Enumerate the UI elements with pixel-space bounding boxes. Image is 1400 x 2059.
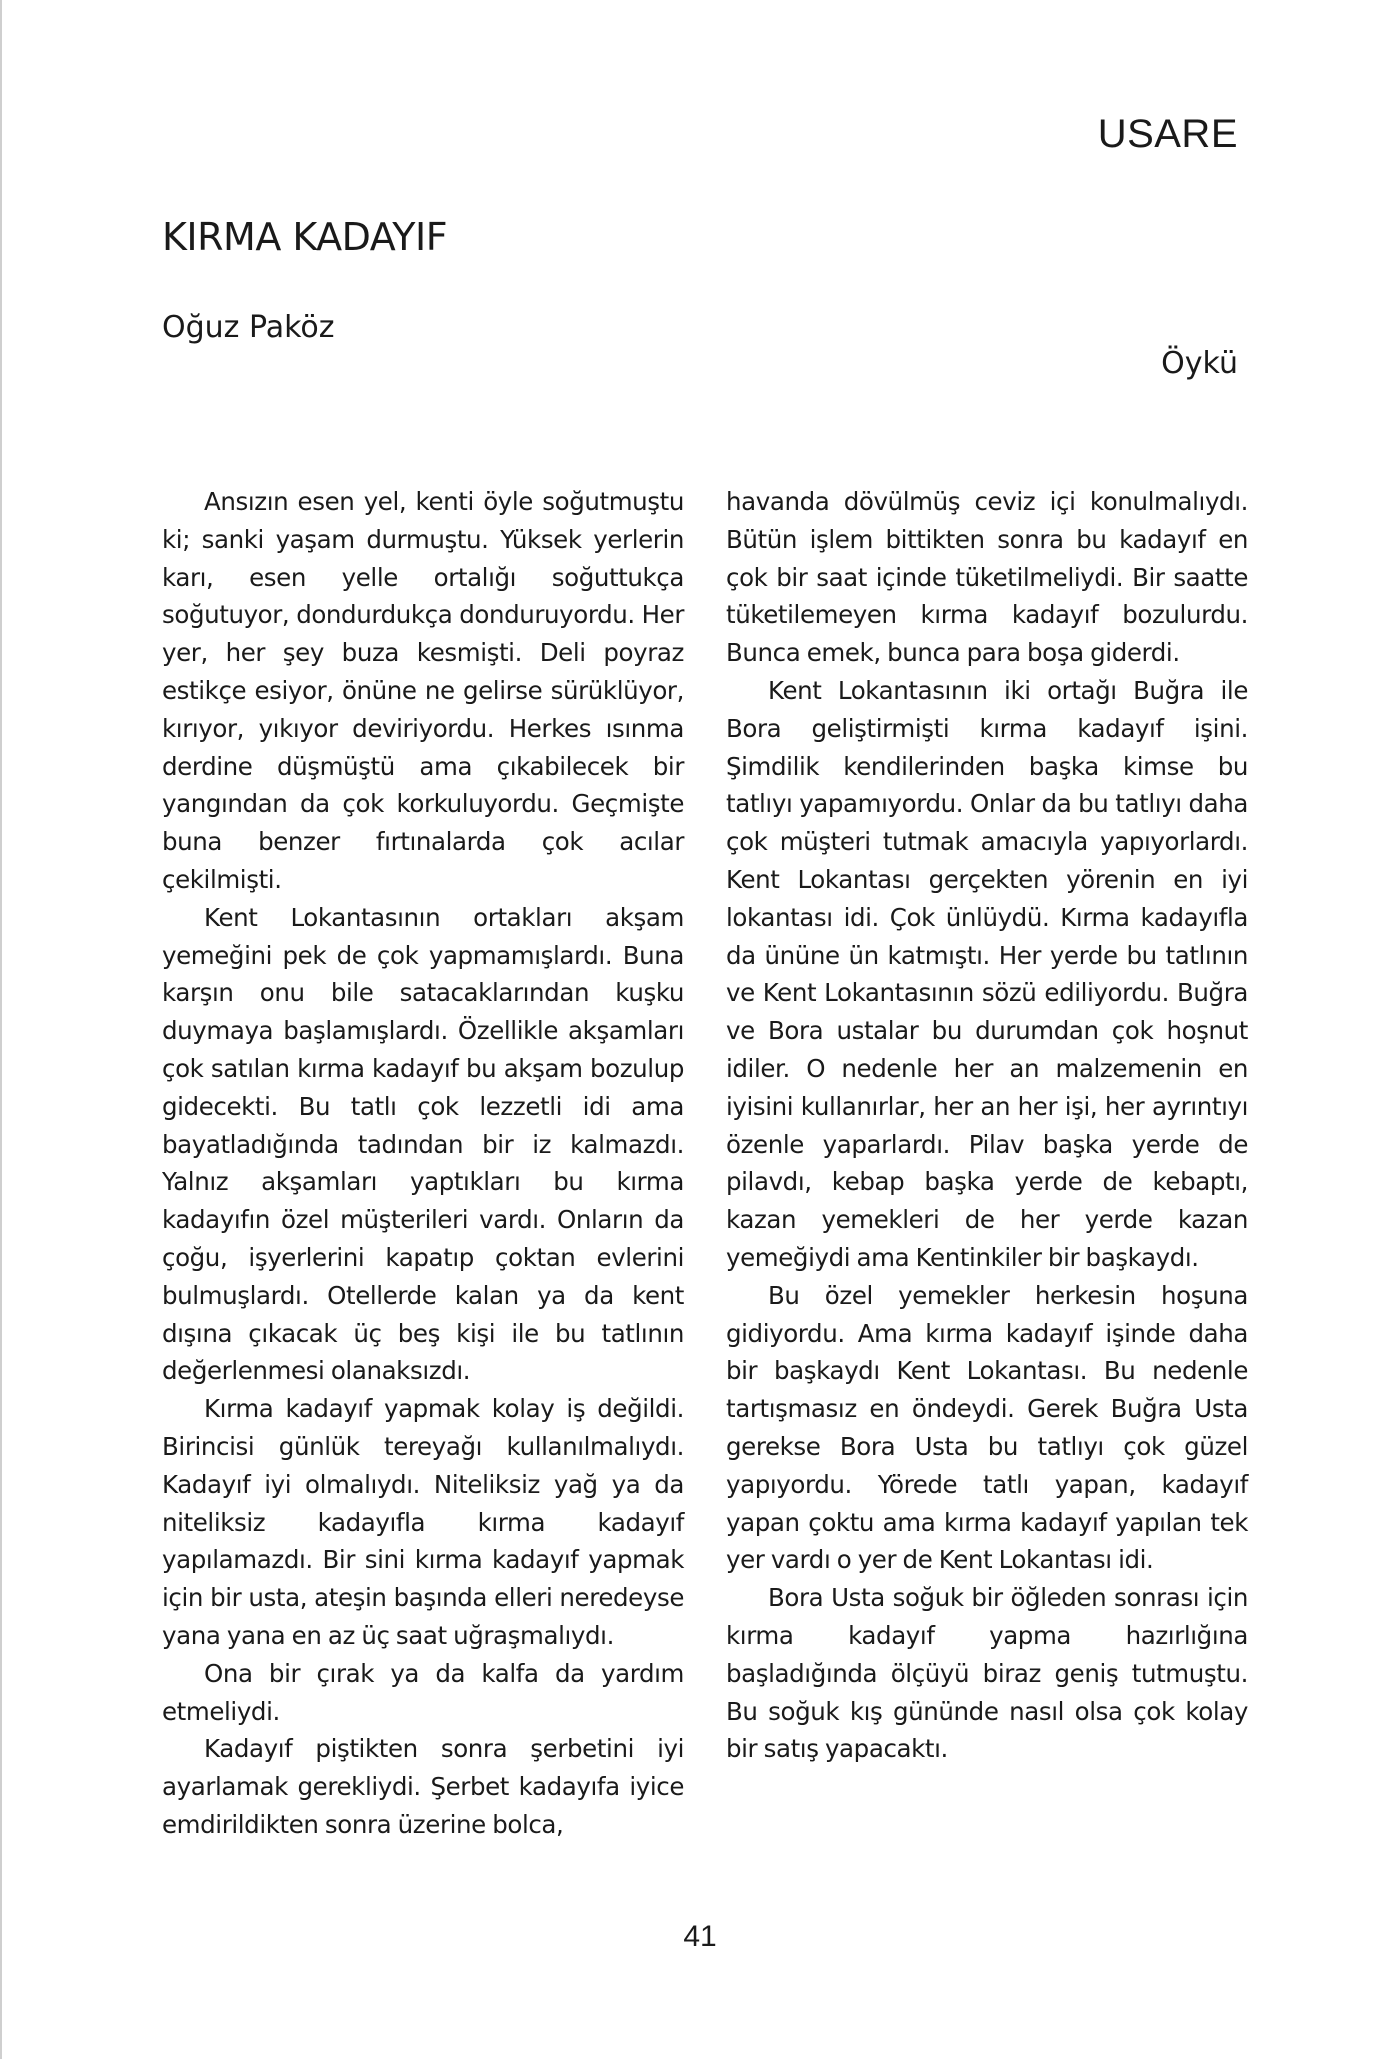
paragraph: Ona bir çırak ya da kalfa da yardım etmeliydi.: [162, 1658, 684, 1726]
paragraph: Kırma kadayıf yapmak kolay iş değildi. Birincisi günlük tereyağı kullanılmalıydı. Kadayıf iyi olmalıydı. Niteliksiz yağ ya da niteliksiz kadayıfla kırma kadayıf yapılamazdı. Bir sini kırma kadayıf yapmak için bir usta, ateşin başında elleri neredeyse yana yana en az üç saat uğraşmalıydı.: [162, 1394, 684, 1650]
paragraph: Kent Lokantasının iki ortağı Buğra ile Bora geliştirmişti kırma kadayıf işini. Şimdilik kendilerinden başka kimse bu tatlıyı yapamıyordu. Onlar da bu tatlıyı daha çok müşteri tutmak amacıyla yapıyorlardı. Kent Lokantası gerçekten yörenin en iyi lokantası idi. Çok ünlüydü. Kırma kadayıfla da ününe ün katmıştı. Her yerde bu tatlının ve Kent Lokantasının sözü ediliyordu. Buğra ve Bora ustalar bu durumdan çok hoşnut idiler. O nedenle her an malzemenin en iyisini kullanırlar, her an her işi, her ayrıntıyı özenle yaparlardı. Pilav başka yerde de pilavdı, kebap başka yerde de kebaptı, kazan yemekleri de her yerde kazan yemeğiydi ama Kentinkiler bir başkaydı.: [726, 675, 1248, 1272]
article-title: KIRMA KADAYIF: [162, 215, 448, 259]
paragraph-continuation: havanda dövülmüş ceviz içi konulmalıydı. Bütün işlem bittikten sonra bu kadayıf en çok bir saat içinde tüketilmeliydi. Bir saatte tüketilemeyen kırma kadayıf bozulurdu. Bunca emek, bunca para boşa giderdi.: [726, 487, 1248, 668]
page-edge: [0, 0, 2, 2059]
genre-label: Öykü: [1161, 346, 1238, 381]
magazine-name: USARE: [1097, 112, 1238, 156]
paragraph: Bu özel yemekler herkesin hoşuna gidiyordu. Ama kırma kadayıf işinde daha bir başkaydı Kent Lokantası. Bu nedenle tartışmasız en öndeydi. Gerek Buğra Usta gerekse Bora Usta bu tatlıyı çok güzel yapıyordu. Yörede tatlı yapan, kadayıf yapan çoktu ama kırma kadayıf yapılan tek yer vardı o yer de Kent Lokantası idi.: [726, 1280, 1248, 1575]
page-number: 41: [683, 1920, 717, 1953]
author-name: Oğuz Paköz: [162, 310, 335, 345]
paragraph: Ansızın esen yel, kenti öyle soğutmuştu ki; sanki yaşam durmuştu. Yüksek yerlerin karı, esen yelle ortalığı soğuttukça soğutuyor, dondurdukça donduruyordu. Her yer, her şey buza kesmişti. Deli poyraz estikçe esiyor, önüne ne gelirse sürüklüyor, kırıyor, yıkıyor deviriyordu. Herkes ısınma derdine düşmüştü ama çıkabilecek bir yangından da çok korkuluyordu. Geçmişte buna benzer fırtınalarda çok acılar çekilmişti.: [162, 487, 684, 894]
paragraph: Kent Lokantasının ortakları akşam yemeğini pek de çok yapmamışlardı. Buna karşın onu bile satacaklarından kuşku duymaya başlamışlardı. Özellikle akşamları çok satılan kırma kadayıf bu akşam bozulup gidecekti. Bu tatlı çok lezzetli idi ama bayatladığında tadından bir iz kalmazdı. Yalnız akşamları yaptıkları bu kırma kadayıfın özel müşterileri vardı. Onların da çoğu, işyerlerini kapatıp çoktan evlerini bulmuşlardı. Otellerde kalan ya da kent dışına çıkacak üç beş kişi ile bu tatlının değerlenmesi olanaksızdı.: [162, 902, 684, 1386]
paragraph: Bora Usta soğuk bir öğleden sonrası için kırma kadayıf yapma hazırlığına başladığında ölçüyü biraz geniş tutmuştu. Bu soğuk kış gününde nasıl olsa çok kolay bir satış yapacaktı.: [726, 1583, 1248, 1764]
text-column-left: [162, 483, 684, 1844]
text-column-right: [726, 483, 1248, 1768]
paragraph: Kadayıf piştikten sonra şerbetini iyi ayarlamak gerekliydi. Şerbet kadayıfa iyice emdirildikten sonra üzerine bolca,: [162, 1734, 684, 1839]
